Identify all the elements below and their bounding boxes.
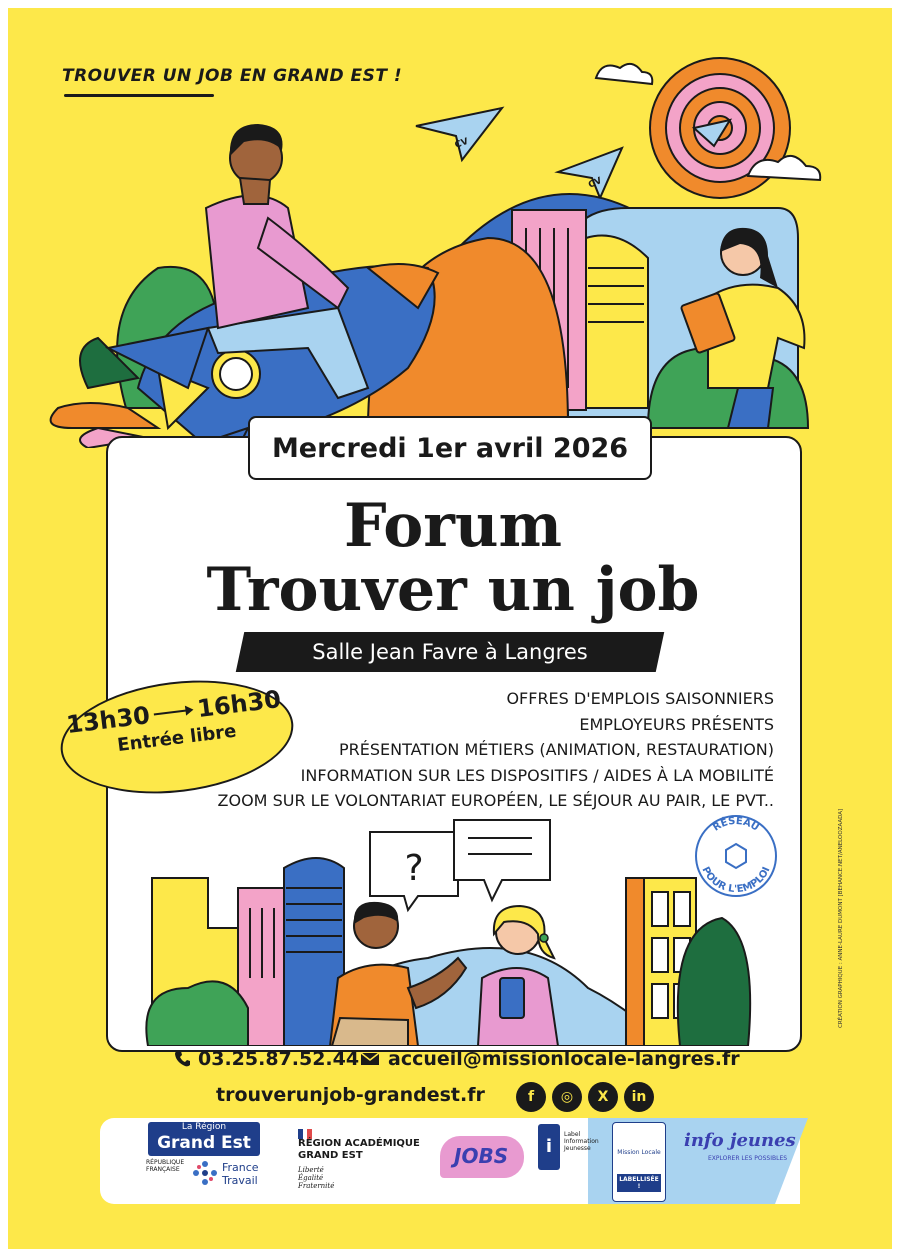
mission-locale-text: Mission Locale [617, 1149, 661, 1156]
feature-item: OFFRES D'EMPLOIS SAISONNIERS [506, 689, 774, 708]
feature-item: EMPLOYEURS PRÉSENTS [579, 714, 774, 734]
phone-contact [174, 1048, 359, 1070]
paper-plane-icon [558, 148, 622, 198]
poster [8, 8, 892, 1249]
jobs-logo: JOBS [454, 1144, 509, 1168]
information-i-icon: i [538, 1124, 560, 1170]
badge-bottom-text: POUR L'EMPLOI [699, 865, 773, 896]
france-travail-line-2: Travail [222, 1173, 258, 1187]
devise-egalite: Égalité [298, 1174, 324, 1183]
feature-item: PRÉSENTATION MÉTIERS (ANIMATION, RESTAURATION) [338, 740, 774, 759]
republique-francaise-logo: RÉPUBLIQUE FRANÇAISE [146, 1159, 185, 1173]
start-time: 13h30 [64, 701, 152, 740]
region-logo-top: La Région [181, 1122, 227, 1132]
chat-bubble-icon [454, 820, 550, 900]
top-illustration [8, 8, 892, 448]
feature-item: ZOOM SUR LE VOLONTARIAT EUROPÉEN, LE SÉJOUR AU PAIR, LE PVT.. [217, 791, 774, 810]
info-jeunes-part-2: jeunes [729, 1130, 796, 1151]
academique-line-2: GRAND EST [298, 1149, 363, 1161]
region-academique-logo [298, 1138, 420, 1161]
design-credit-text: CRÉATION GRAPHIQUE : ANNE-LAURE DUMONT [BEHANCE.NET/ANELOOZAADA] [838, 808, 844, 1028]
labellisee-text: LABELLISÉE ! [617, 1174, 661, 1192]
bottom-illustration [108, 808, 798, 1046]
academique-line-1: RÉGION ACADÉMIQUE [298, 1138, 420, 1149]
devise-republicaine [298, 1166, 334, 1190]
phone-icon [174, 1050, 190, 1068]
france-travail-logo [222, 1162, 259, 1187]
label-information-jeunesse [564, 1132, 599, 1153]
design-credit [838, 768, 850, 1028]
x-twitter-icon[interactable]: X [588, 1082, 618, 1112]
feature-item: INFORMATION SUR LES DISPOSITIFS / AIDES À LA MOBILITÉ [300, 765, 774, 785]
question-bubble-icon [370, 832, 458, 910]
title-line-1: Forum [343, 491, 563, 561]
tagline: TROUVER UN JOB EN GRAND EST ! [62, 66, 403, 86]
svg-text:CV: CV [453, 136, 470, 151]
facebook-icon[interactable]: f [516, 1082, 546, 1112]
region-logo-name: Grand Est [157, 1133, 251, 1153]
label-info-line-3: Jeunesse [564, 1144, 591, 1152]
paper-plane-icon [416, 108, 502, 160]
event-date: Mercredi 1er avril 2026 [248, 416, 652, 480]
woman-tablet-illustration [478, 906, 558, 1046]
venue-text: Salle Jean Favre à Langres [312, 640, 588, 664]
website-link[interactable]: trouverunjob-grandest.fr [216, 1084, 485, 1106]
features-list [154, 686, 774, 814]
end-time: 16h30 [195, 685, 283, 724]
info-jeunes-part-1: info [684, 1130, 724, 1151]
info-jeunes-subtitle: EXPLORER LES POSSIBLES [708, 1155, 788, 1162]
france-travail-dots-icon [192, 1160, 218, 1186]
entry-text: Entrée libre [116, 720, 238, 757]
mission-locale-logo [612, 1122, 666, 1202]
title-line-2: Trouver un job [206, 555, 700, 625]
france-travail-line-1: France [222, 1161, 259, 1174]
email-address[interactable]: accueil@missionlocale-langres.fr [388, 1048, 740, 1070]
email-contact [360, 1048, 740, 1070]
svg-text:CV: CV [587, 175, 604, 191]
label-info-line-2: Information [564, 1137, 599, 1145]
envelope-icon [360, 1052, 380, 1066]
region-grand-est-logo [148, 1122, 260, 1156]
label-info-line-1: Label [564, 1131, 581, 1138]
badge-top-text: RÉSEAU [711, 815, 761, 834]
info-jeunes-logo [684, 1130, 796, 1151]
linkedin-icon[interactable]: in [624, 1082, 654, 1112]
svg-text:?: ? [404, 848, 424, 889]
instagram-icon[interactable]: ◎ [552, 1082, 582, 1112]
devise-fraternite: Fraternité [298, 1182, 335, 1191]
devise-liberte: Liberté [298, 1166, 324, 1174]
marianne-icon [298, 1124, 312, 1134]
phone-number[interactable]: 03.25.87.52.44 [198, 1048, 360, 1070]
